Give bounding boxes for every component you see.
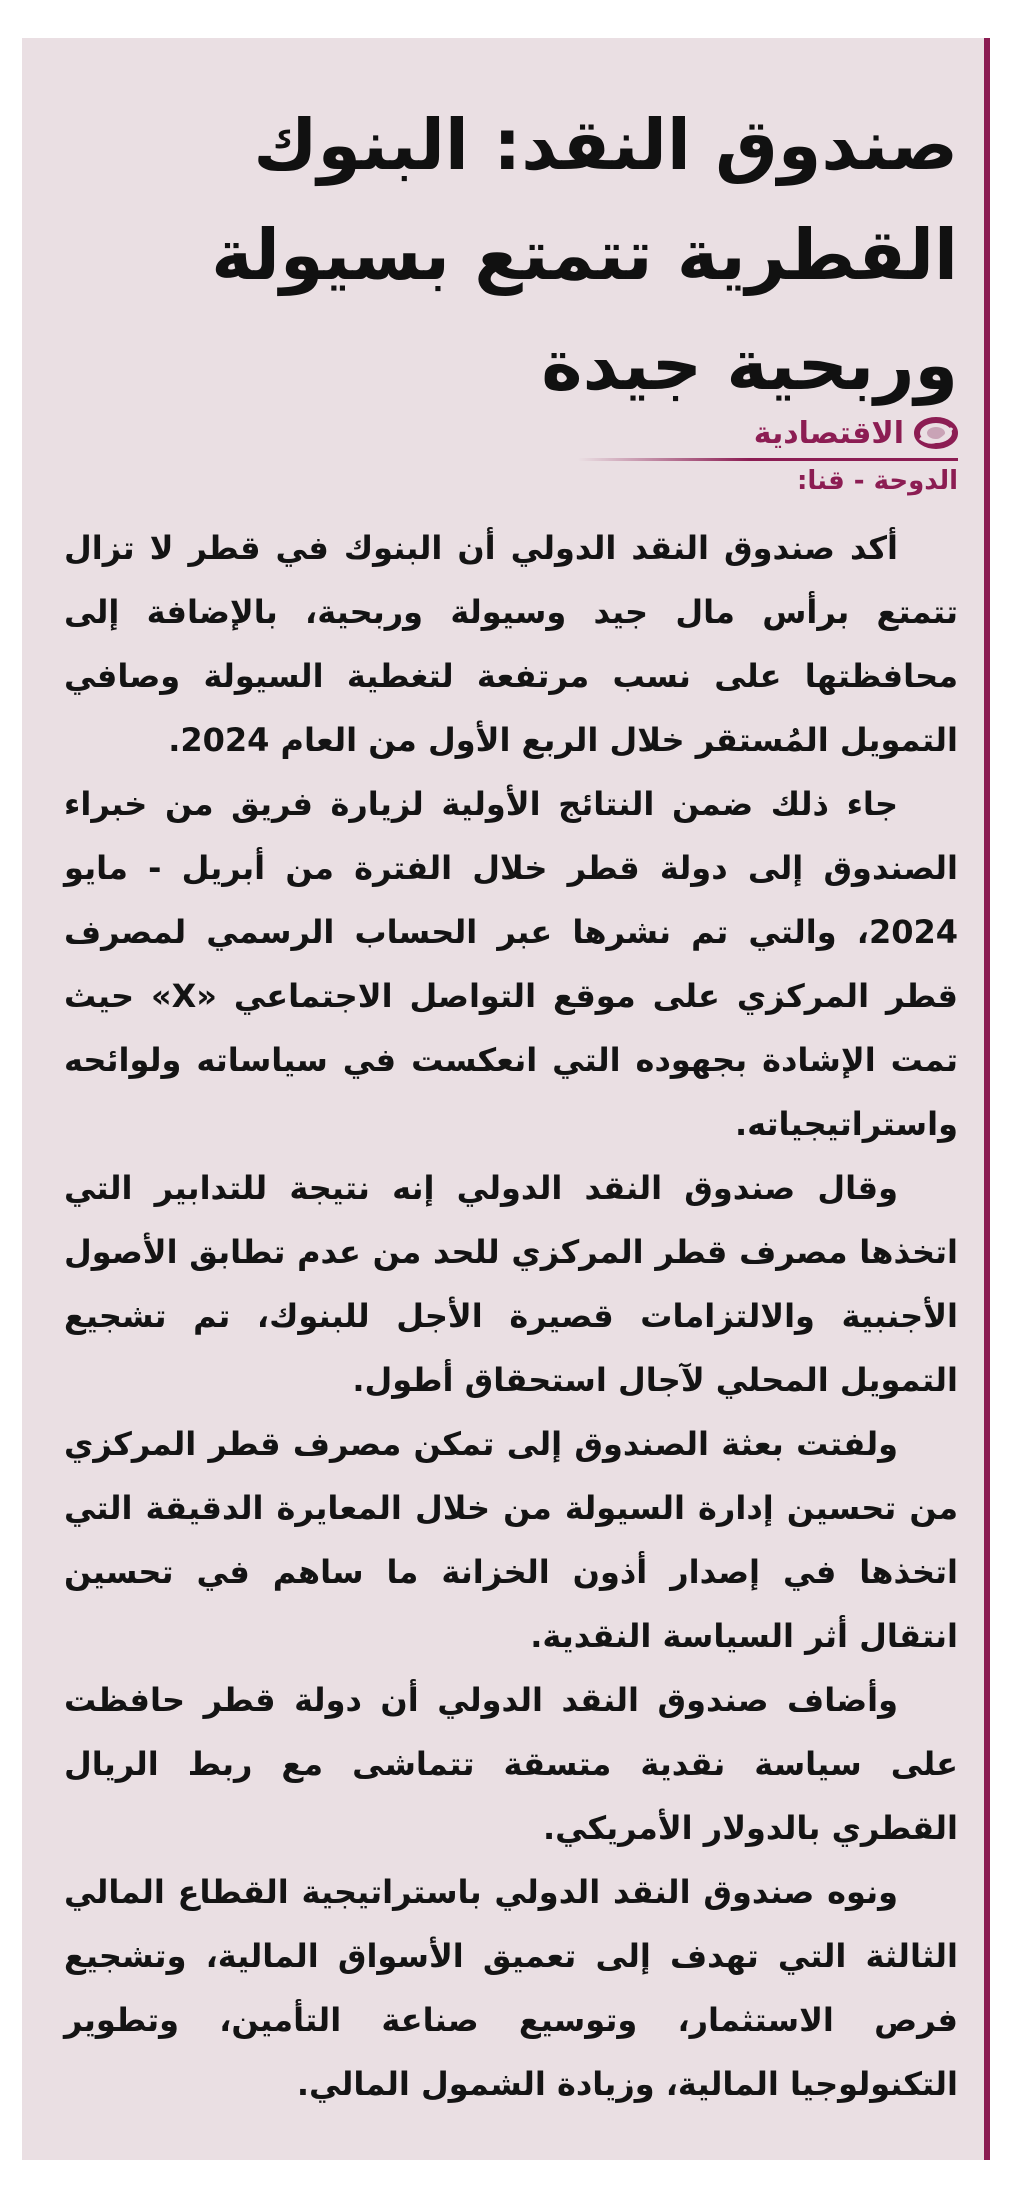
headline: صندوق النقد: البنوك القطرية تتمتع بسيولة وربحية جيدة (211, 104, 958, 406)
brand-logo-icon (914, 416, 958, 450)
section-header (754, 410, 958, 456)
dateline: الدوحة - قنا: (796, 466, 958, 496)
section-divider (578, 458, 958, 461)
paragraph: جاء ذلك ضمن النتائج الأولية لزيارة فريق من خبراء الصندوق إلى دولة قطر خلال الفترة من أبريل - مايو 2024، والتي تم نشرها عبر الحساب الرسمي لمصرف قطر المركزي على موقع التواصل الاجتماعي «X» حيث تمت الإشادة بجهوده التي انعكست في سياساته ولوائحه واستراتيجياته. (64, 785, 959, 1143)
paragraph: وأضاف صندوق النقد الدولي أن دولة قطر حافظت على سياسة نقدية متسقة تتماشى مع ربط الريال القطري بالدولار الأمريكي. (64, 1681, 958, 1847)
news-clipping (22, 38, 990, 2160)
paragraph: ونوه صندوق النقد الدولي باستراتيجية القطاع المالي الثالثة التي تهدف إلى تعميق الأسواق المالية، وتشجيع فرص الاستثمار، وتوسيع صناعة التأمين، وتطوير التكنولوجيا المالية، وزيادة الشمول المالي. (64, 1873, 958, 2103)
article-body (64, 516, 958, 2116)
section-label: الاقتصادية (753, 415, 904, 451)
paragraph: أكد صندوق النقد الدولي أن البنوك في قطر لا تزال تتمتع برأس مال جيد وسيولة وربحية، بالإضافة إلى محافظتها على نسب مرتفعة لتغطية السيولة وصافي التمويل المُستقر خلال الربع الأول من العام 2024. (64, 529, 958, 759)
paragraph: ولفتت بعثة الصندوق إلى تمكن مصرف قطر المركزي من تحسين إدارة السيولة من خلال المعايرة الدقيقة التي اتخذها في إصدار أذون الخزانة ما ساهم في تحسين انتقال أثر السياسة النقدية. (64, 1425, 958, 1655)
paragraph: وقال صندوق النقد الدولي إنه نتيجة للتدابير التي اتخذها مصرف قطر المركزي للحد من عدم تطابق الأصول الأجنبية والالتزامات قصيرة الأجل للبنوك، تم تشجيع التمويل المحلي لآجال استحقاق أطول. (64, 1169, 958, 1399)
